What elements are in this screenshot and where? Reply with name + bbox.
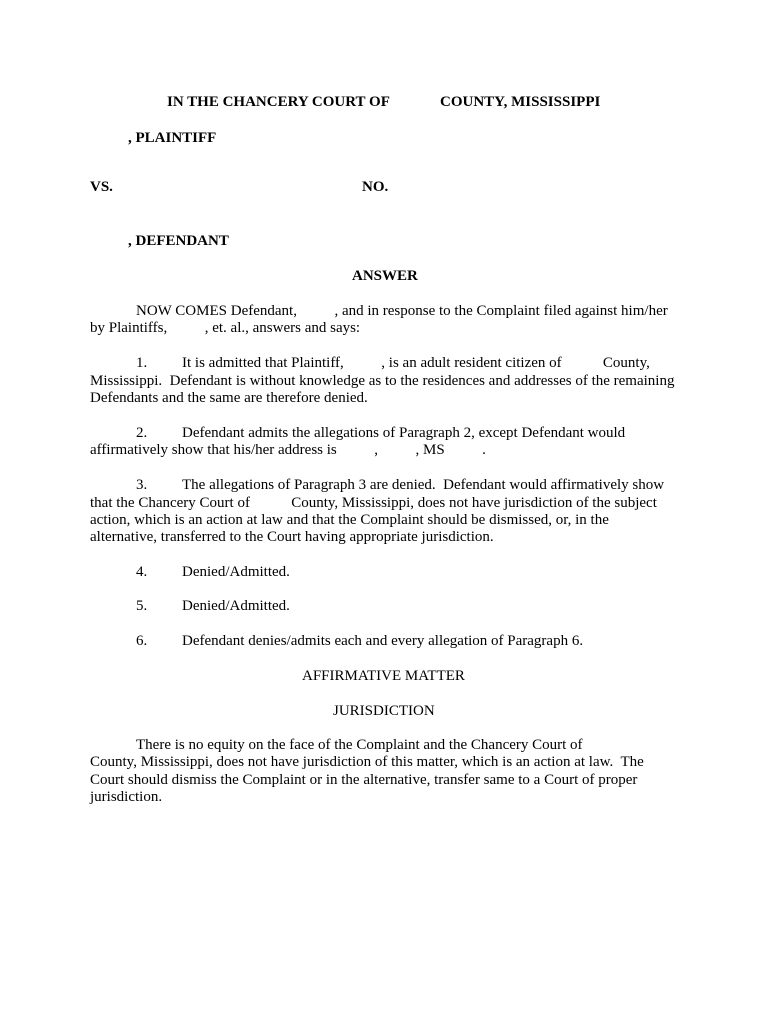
paragraph-line: Defendant denies/admits each and every allegation of Paragraph 6. <box>182 633 584 649</box>
final-line: Court should dismiss the Complaint or in the alternative, transfer same to a Court of proper <box>90 772 638 788</box>
paragraph-line: Mississippi. Defendant is without knowledge as to the residences and addresses of the remaining <box>90 373 675 389</box>
paragraph-line: Denied/Admitted. <box>182 564 290 580</box>
case-number-label: NO. <box>362 179 389 195</box>
paragraph-line: It is admitted that Plaintiff, , is an adult resident citizen of County, <box>182 355 650 371</box>
paragraph-line: Denied/Admitted. <box>182 598 290 614</box>
paragraph-line: The allegations of Paragraph 3 are denied. Defendant would affirmatively show <box>182 477 665 493</box>
court-county: COUNTY, MISSISSIPPI <box>440 94 601 110</box>
document-title: ANSWER <box>352 268 418 284</box>
paragraph-line: Defendant admits the allegations of Paragraph 2, except Defendant would <box>182 425 626 441</box>
intro-line: NOW COMES Defendant, , and in response to the Complaint filed against him/her <box>136 303 668 319</box>
paragraph-line: affirmatively show that his/her address is , , MS . <box>90 442 486 458</box>
paragraph-number: 3. <box>136 477 148 493</box>
paragraph-line: action, which is an action at law and that the Complaint should be dismissed, or, in the <box>90 512 609 528</box>
paragraph-number: 4. <box>136 564 148 580</box>
paragraph-line: Defendants and the same are therefore denied. <box>90 390 368 406</box>
final-line: There is no equity on the face of the Complaint and the Chancery Court of <box>136 737 583 753</box>
defendant-label: , DEFENDANT <box>128 233 229 249</box>
plaintiff-label: , PLAINTIFF <box>128 130 217 146</box>
intro-line: by Plaintiffs, , et. al., answers and says: <box>90 320 361 336</box>
paragraph-line: that the Chancery Court of County, Mississippi, does not have jurisdiction of the subject <box>90 495 657 511</box>
section-heading: AFFIRMATIVE MATTER <box>302 668 465 684</box>
paragraph-number: 2. <box>136 425 148 441</box>
final-line: County, Mississippi, does not have jurisdiction of this matter, which is an action at law. The <box>90 754 644 770</box>
paragraph-number: 1. <box>136 355 148 371</box>
paragraph-number: 5. <box>136 598 148 614</box>
court-heading: IN THE CHANCERY COURT OF <box>167 94 390 110</box>
paragraph-line: alternative, transferred to the Court having appropriate jurisdiction. <box>90 529 494 545</box>
final-line: jurisdiction. <box>90 789 163 805</box>
vs-label: VS. <box>90 179 113 195</box>
paragraph-number: 6. <box>136 633 148 649</box>
section-subheading: JURISDICTION <box>333 703 435 719</box>
